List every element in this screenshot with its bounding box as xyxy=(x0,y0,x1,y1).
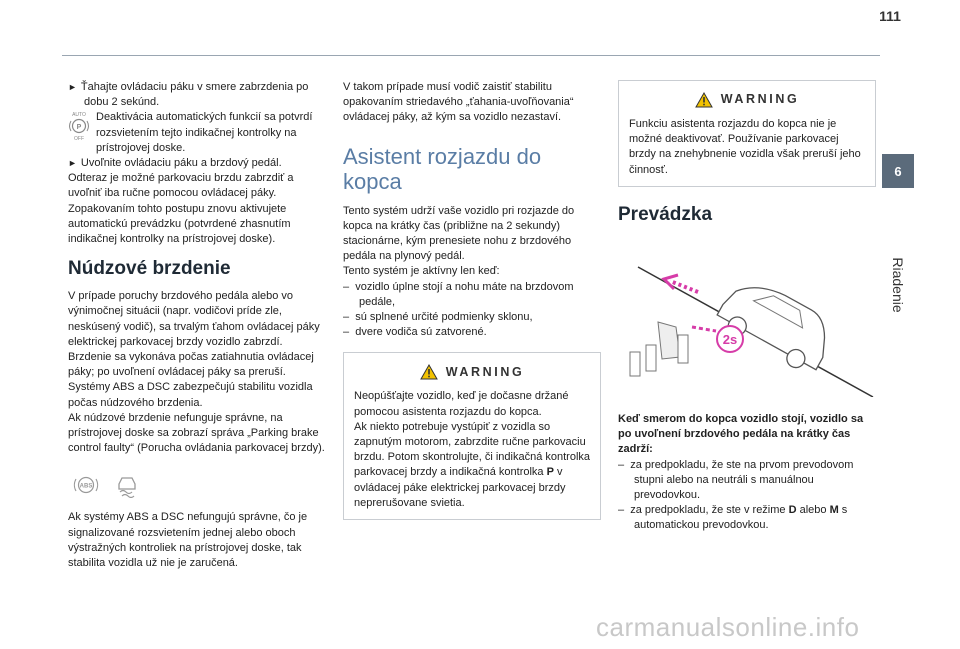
hill-start-illustration xyxy=(618,247,876,397)
warning-text: Funkciu asistenta rozjazdu do kopca nie je možné deaktivovať. Používanie parkovacej brzdy na znehybnenie vozidla však preruší jeho činnosť. xyxy=(629,118,861,176)
warning-title: WARNING xyxy=(445,364,525,379)
warning-header xyxy=(629,89,865,111)
section-heading-emergency-braking: Núdzové brzdenie xyxy=(68,258,231,280)
operation-intro: Keď smerom do kopca vozidlo stojí, vozidlo sa po uvoľnení brzdového pedála na krátky čas zadrží: xyxy=(618,413,864,456)
auto-off-icon-bottom-text: OFF xyxy=(74,136,84,143)
header-divider xyxy=(62,55,880,56)
warning-triangle-icon xyxy=(695,92,713,108)
condition-item: – sú splnené určité podmienky sklonu, xyxy=(343,311,533,324)
step-pull-lever: ► Ťahajte ovládaciu páku v smere zabrzdenia po dobu 2 sekúnd. xyxy=(68,81,309,109)
abs-icon xyxy=(72,474,100,496)
warning-header xyxy=(354,361,590,383)
warning-lamp-icons xyxy=(72,474,326,498)
chapter-tab[interactable]: 6 xyxy=(882,154,914,188)
manual-mode-text: Odteraz je možné parkovaciu brzdu zabrzdiť a uvoľniť iba ručne pomocou ovládacej páky. xyxy=(68,172,294,200)
emergency-text-2: Systémy ABS a DSC zabezpečujú stabilitu vozidla počas núdzového brzdenia. xyxy=(68,381,313,409)
column-1 xyxy=(68,80,326,571)
arrow-right-icon: ► xyxy=(68,82,77,92)
two-seconds-label: 2s xyxy=(722,331,738,347)
svg-text:P: P xyxy=(76,124,82,132)
warning-title: WARNING xyxy=(720,92,800,107)
hill-assist-conditions-intro: Tento systém je aktívny len keď: xyxy=(343,265,500,278)
chapter-label xyxy=(884,230,912,340)
section-heading-hill-start-assist: Asistent rozjazdu do kopca xyxy=(343,143,542,194)
warning-box xyxy=(343,352,601,520)
auto-off-icon-top-text: AUTO xyxy=(72,112,86,119)
emergency-text-3: Ak núdzové brzdenie nefunguje správne, na prístrojovej doske sa zobrazí správa „Parking brake control faulty“ (Porucha ovládania parkovacej brzdy). xyxy=(68,411,325,455)
warning-text-1: Neopúšťajte vozidlo, keď je dočasne držané pomocou asistenta rozjazdu do kopca. xyxy=(354,390,569,418)
warning-triangle-icon xyxy=(420,364,438,380)
reactivate-text: Zopakovaním tohto postupu znovu aktivujete automatickú prevádzku (potvrdené zhasnutím indikačnej kontrolky na prístrojovej doske). xyxy=(68,202,291,246)
svg-text:ABS: ABS xyxy=(79,483,93,490)
operation-item: – za predpokladu, že ste na prvom prevodovom stupni alebo na neutráli s manuálnou prevodovkou. xyxy=(618,458,854,502)
chapter-title: Riadenie xyxy=(890,257,906,313)
column-2 xyxy=(343,80,601,520)
step-release-lever: ► Uvoľnite ovládaciu páku a brzdový pedál. xyxy=(68,157,282,170)
warning-box xyxy=(618,80,876,187)
condition-item: – dvere vodiča sú zatvorené. xyxy=(343,326,487,339)
stability-text: V takom prípade musí vodič zaistiť stabilitu opakovaním striedavého „ťahania-uvoľňovania“ ovládacej páky, až kým sa vozidlo nezastaví. xyxy=(343,81,574,124)
arrow-right-icon: ► xyxy=(68,158,77,169)
abs-dsc-warning-text: Ak systémy ABS a DSC nefungujú správne, čo je signalizované rozsvietením jednej alebo oboch výstražných kontroliek na prístrojovej doske, tak stabilita vozidla už nie je zaručená. xyxy=(68,511,308,570)
page-number: 111 xyxy=(879,8,901,24)
pedals-icon xyxy=(630,322,716,376)
auto-off-text: Deaktivácia automatických funkcií sa potvrdí rozsvietením tejto indikačnej kontrolky na prístrojovej doske. xyxy=(96,111,313,154)
column-3 xyxy=(618,80,876,534)
dsc-icon xyxy=(114,474,140,498)
auto-off-note xyxy=(68,110,326,156)
auto-off-icon xyxy=(68,110,90,142)
section-heading-operation: Prevádzka xyxy=(618,203,713,225)
emergency-text-1: V prípade poruchy brzdového pedála alebo vo výnimočnej situácii (napr. vodičovi príde zle, neskúsený vodič), sa trvalým ťahom ovládacej páky elektrickej parkovacej brzdy vozidlo zabrzdí. Brzdenie sa vykonáva počas zatiahnutia ovládacej páky; po uvoľnení ovládacej páky sa preruší. xyxy=(68,290,320,379)
hill-assist-text: Tento systém udrží vaše vozidlo pri rozjazde do kopca na krátky čas (približne na 2 sekundy) stacionárne, kým prenesiete nohu z brzdového pedála na plynový pedál. xyxy=(343,204,575,263)
condition-item: – vozidlo úplne stojí a nohu máte na brzdovom pedále, xyxy=(343,280,574,308)
warning-text-2: Ak niekto potrebuje vystúpiť z vozidla so zapnutým motorom, zabrzdite ručne parkovaciu brzdu. Potom skontrolujte, či indikačná kontrolka parkovacej brzdy a indikačná kontrolka P v ovládacej páke elektrickej parkovacej brzdy neprerušovane svietia. xyxy=(354,420,591,509)
watermark: carmanualsonline.info xyxy=(596,612,860,642)
operation-item: – za predpokladu, že ste v režime D alebo M s automatickou prevodovkou. xyxy=(618,504,848,532)
